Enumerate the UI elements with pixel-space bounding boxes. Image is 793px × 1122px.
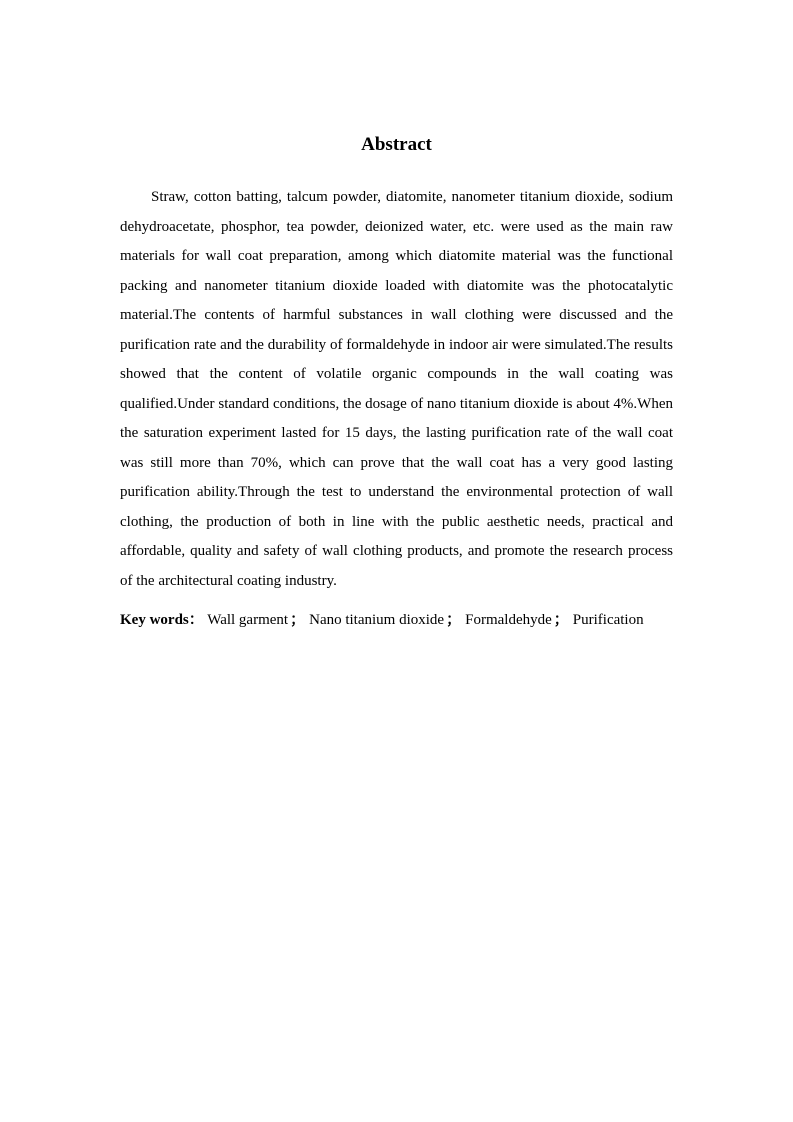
abstract-body: Straw, cotton batting, talcum powder, diatomite, nanometer titanium dioxide, sodium dehydroacetate, phosphor, tea powder, deionized water, etc. were used as the main raw materials for wall coat preparation, among which diatomite material was the functional packing and nanometer titanium dioxide loaded with diatomite was the photocatalytic material.The contents of harmful substances in wall clothing were discussed and the purification rate and the durability of formaldehyde in indoor air were simulated.The results showed that the content of volatile organic compounds in the wall coating was qualified.Under standard conditions, the dosage of nano titanium dioxide is about 4%.When the saturation experiment lasted for 15 days, the lasting purification rate of the wall coat was still more than 70%, which can prove that the wall coat has a very good lasting purification ability.Through the test to understand the environmental protection of wall clothing, the production of both in line with the public aesthetic needs, practical and affordable, quality and safety of wall clothing products, and promote the research process of the architectural coating industry. <box>120 189 673 589</box>
keyword-separator: ； <box>553 612 569 628</box>
keyword-item: Nano titanium dioxide <box>309 612 445 628</box>
abstract-title: Abstract <box>361 134 432 155</box>
keyword-separator: ； <box>290 612 306 628</box>
keyword-separator: ； <box>446 612 462 628</box>
keyword-item: Purification <box>572 612 644 628</box>
keywords-label: Key words： <box>120 612 204 628</box>
keyword-item: Formaldehyde <box>465 612 552 628</box>
keywords-line <box>120 608 673 632</box>
keyword-item: Wall garment <box>207 612 289 628</box>
